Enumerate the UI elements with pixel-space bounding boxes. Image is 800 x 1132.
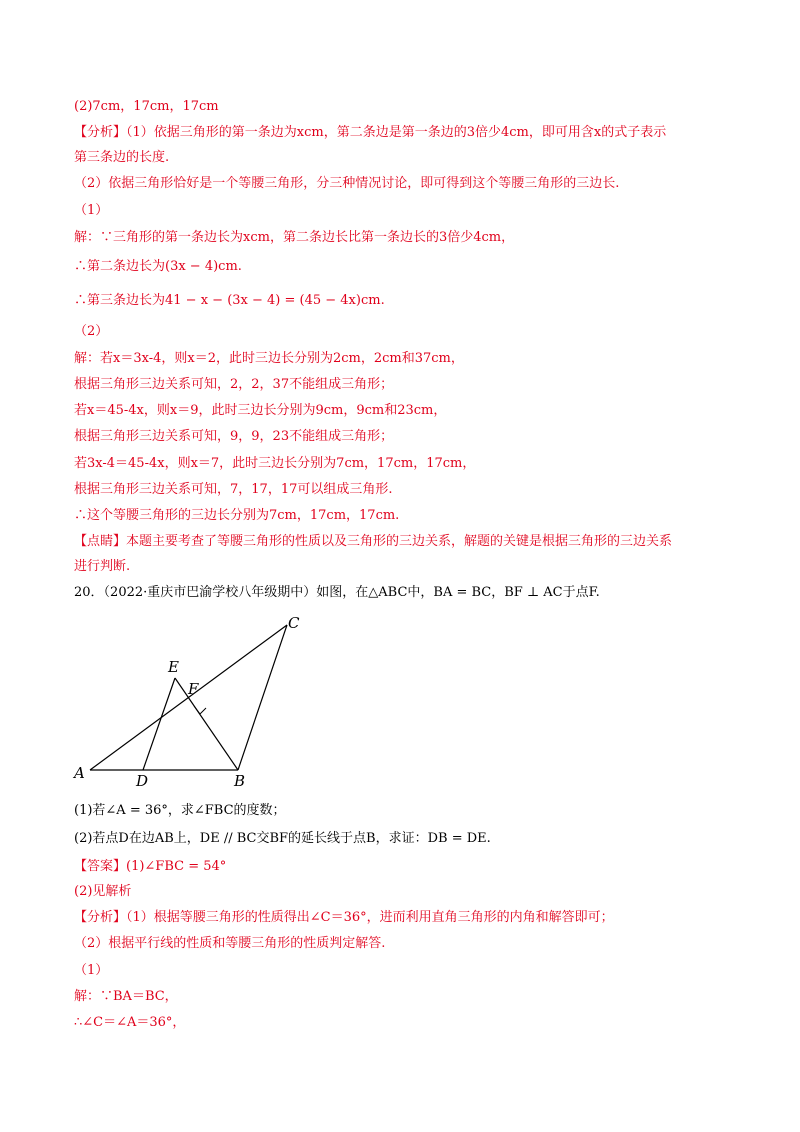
segment-BC bbox=[238, 625, 287, 770]
triangle-diagram bbox=[70, 610, 330, 790]
solution-line: (2)7cm，17cm，17cm bbox=[74, 99, 219, 114]
solution-line: 解：∵三角形的第一条边长为xcm，第二条边长比第一条边长的3倍少4cm， bbox=[74, 230, 515, 245]
analysis-line: 【分析】（1）依据三角形的第一条边为xcm，第二条边是第一条边的3倍少4cm，即可用含x的式子表示 bbox=[74, 125, 667, 140]
label-B: B bbox=[234, 772, 246, 790]
segment-EB bbox=[175, 678, 238, 770]
solution-line: ∴第二条边长为(3x − 4)cm. bbox=[74, 259, 242, 274]
label-F: F bbox=[188, 680, 199, 698]
solution-line: 根据三角形三边关系可知，7，17，17可以组成三角形. bbox=[74, 482, 393, 497]
label-E: E bbox=[168, 658, 179, 676]
problem-title: 20．（2022·重庆市巴渝学校八年级期中）如图，在△ABC中，BA = BC，BF ⊥ AC于点F. bbox=[74, 585, 600, 600]
label-A: A bbox=[74, 764, 85, 782]
part-label: （1） bbox=[74, 203, 109, 218]
answer-line: (2)见解析 bbox=[74, 884, 132, 899]
solution-line: ∴第三条边长为41 − x − (3x − 4) = (45 − 4x)cm. bbox=[74, 293, 385, 308]
solution-line: 解：若x＝3x-4，则x＝2，此时三边长分别为2cm，2cm和37cm， bbox=[74, 351, 464, 366]
analysis-line: 第三条边的长度. bbox=[74, 150, 170, 165]
question-1: (1)若∠A = 36°，求∠FBC的度数； bbox=[74, 803, 286, 818]
solution-line: 根据三角形三边关系可知，9，9，23不能组成三角形； bbox=[74, 429, 394, 444]
label-C: C bbox=[288, 614, 300, 632]
solution-line: ∴这个等腰三角形的三边长分别为7cm，17cm，17cm. bbox=[74, 508, 400, 523]
comment-line: 进行判断. bbox=[74, 559, 131, 574]
solution-line: 根据三角形三边关系可知，2，2，37不能组成三角形； bbox=[74, 377, 394, 392]
part-label: （2） bbox=[74, 324, 109, 339]
question-2: (2)若点D在边AB上，DE // BC交BF的延长线于点B，求证：DB = DE. bbox=[74, 831, 491, 846]
solution-line: 若x＝45-4x，则x＝9，此时三边长分别为9cm，9cm和23cm， bbox=[74, 403, 447, 418]
answer-line: 【答案】(1)∠FBC = 54° bbox=[74, 859, 227, 874]
part-label: （1） bbox=[74, 963, 109, 978]
analysis-line: 【分析】（1）根据等腰三角形的性质得出∠C＝36°，进而利用直角三角形的内角和解答即可； bbox=[74, 910, 614, 925]
solution-line: ∴∠C＝∠A＝36°， bbox=[74, 1015, 186, 1030]
segment-DE bbox=[143, 678, 175, 770]
analysis-line: （2）根据平行线的性质和等腰三角形的性质判定解答. bbox=[74, 936, 386, 951]
label-D: D bbox=[136, 772, 149, 790]
analysis-line: （2）依据三角形恰好是一个等腰三角形，分三种情况讨论，即可得到这个等腰三角形的三边长. bbox=[74, 176, 620, 191]
solution-line: 若3x-4＝45-4x，则x＝7，此时三边长分别为7cm，17cm，17cm， bbox=[74, 456, 476, 471]
solution-line: 解：∵BA＝BC， bbox=[74, 989, 178, 1004]
right-angle-mark bbox=[194, 706, 206, 714]
comment-line: 【点睛】本题主要考查了等腰三角形的性质以及三角形的三边关系，解题的关键是根据三角形的三边关系 bbox=[74, 534, 673, 549]
